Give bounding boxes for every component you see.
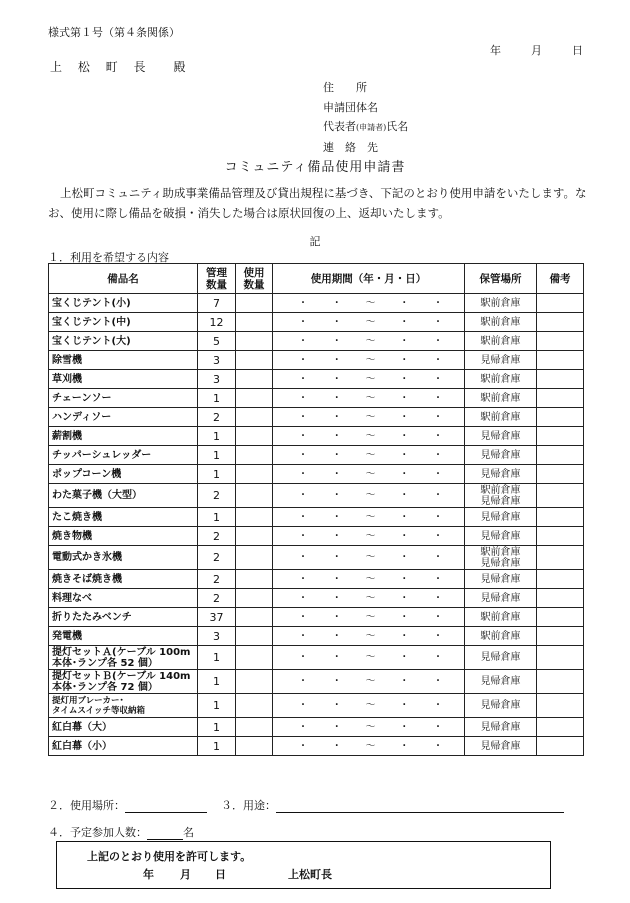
storage-location: 駅前倉庫 (465, 313, 537, 332)
equipment-name: 宝くじテント(小) (49, 294, 198, 313)
used-qty-field[interactable] (236, 718, 273, 737)
table-row (49, 570, 584, 589)
equipment-name: 提灯セットＢ(ケーブル 140m 本体･ランプ各 72 個） (49, 670, 198, 694)
remarks-field[interactable] (537, 484, 584, 508)
used-qty-field[interactable] (236, 294, 273, 313)
storage-location: 駅前倉庫 見帰倉庫 (465, 484, 537, 508)
table-row (49, 313, 584, 332)
used-qty-field[interactable] (236, 527, 273, 546)
remarks-field[interactable] (537, 294, 584, 313)
remarks-field[interactable] (537, 332, 584, 351)
table-row (49, 546, 584, 570)
table-row (49, 608, 584, 627)
applicant-contact: 連 絡 先 (323, 140, 378, 154)
period-field[interactable]: ・ ・ 〜 ・ ・ (273, 589, 465, 608)
managed-qty: 12 (198, 313, 236, 332)
remarks-field[interactable] (537, 508, 584, 527)
storage-location: 駅前倉庫 (465, 389, 537, 408)
period-field[interactable]: ・ ・ 〜 ・ ・ (273, 694, 465, 718)
managed-qty: 3 (198, 370, 236, 389)
table-row (49, 332, 584, 351)
storage-location: 見帰倉庫 (465, 570, 537, 589)
period-field[interactable]: ・ ・ 〜 ・ ・ (273, 427, 465, 446)
managed-qty: 1 (198, 694, 236, 718)
used-qty-field[interactable] (236, 351, 273, 370)
table-row (49, 646, 584, 670)
managed-qty: 5 (198, 332, 236, 351)
remarks-field[interactable] (537, 446, 584, 465)
remarks-field[interactable] (537, 570, 584, 589)
managed-qty: 1 (198, 446, 236, 465)
table-row (49, 427, 584, 446)
permit-text: 上記のとおり使用を許可します。 (87, 850, 252, 863)
remarks-field[interactable] (537, 589, 584, 608)
remarks-field[interactable] (537, 527, 584, 546)
form-number: 様式第１号（第４条関係） (48, 26, 180, 39)
table-row (49, 694, 584, 718)
used-qty-field[interactable] (236, 313, 273, 332)
managed-qty: 2 (198, 589, 236, 608)
used-qty-field[interactable] (236, 570, 273, 589)
applicant-block (323, 78, 408, 157)
remarks-field[interactable] (537, 389, 584, 408)
equipment-name: 宝くじテント(中) (49, 313, 198, 332)
period-field[interactable]: ・ ・ 〜 ・ ・ (273, 351, 465, 370)
remarks-field[interactable] (537, 608, 584, 627)
period-field[interactable]: ・ ・ 〜 ・ ・ (273, 370, 465, 389)
equipment-name: 焼き物機 (49, 527, 198, 546)
equipment-name: 除雪機 (49, 351, 198, 370)
table-row (49, 294, 584, 313)
date-line (490, 42, 583, 58)
managed-qty: 3 (198, 351, 236, 370)
table-row (49, 465, 584, 484)
period-field[interactable]: ・ ・ 〜 ・ ・ (273, 546, 465, 570)
equipment-table (48, 263, 584, 756)
period-field[interactable]: ・ ・ 〜 ・ ・ (273, 718, 465, 737)
table-row (49, 508, 584, 527)
period-field[interactable]: ・ ・ 〜 ・ ・ (273, 465, 465, 484)
period-field[interactable]: ・ ・ 〜 ・ ・ (273, 508, 465, 527)
period-field[interactable]: ・ ・ 〜 ・ ・ (273, 737, 465, 756)
participants-unit: 名 (183, 826, 194, 839)
managed-qty: 2 (198, 484, 236, 508)
table-row (49, 446, 584, 465)
managed-qty: 3 (198, 627, 236, 646)
table-row (49, 737, 584, 756)
managed-qty: 2 (198, 546, 236, 570)
managed-qty: 1 (198, 427, 236, 446)
used-qty-field[interactable] (236, 508, 273, 527)
remarks-field[interactable] (537, 718, 584, 737)
storage-location: 見帰倉庫 (465, 670, 537, 694)
table-row (49, 408, 584, 427)
managed-qty: 2 (198, 527, 236, 546)
managed-qty: 1 (198, 389, 236, 408)
permit-box (56, 841, 551, 889)
period-field[interactable]: ・ ・ 〜 ・ ・ (273, 627, 465, 646)
managed-qty: 1 (198, 465, 236, 484)
managed-qty: 1 (198, 508, 236, 527)
used-qty-field[interactable] (236, 484, 273, 508)
period-field[interactable]: ・ ・ 〜 ・ ・ (273, 670, 465, 694)
date-month: 月 (531, 44, 542, 57)
storage-location: 見帰倉庫 (465, 351, 537, 370)
equipment-name: たこ焼き機 (49, 508, 198, 527)
section2-3-line (48, 797, 564, 813)
purpose-label: ３．用途： (221, 799, 276, 812)
equipment-name: 発電機 (49, 627, 198, 646)
header-name: 備品名 (49, 264, 198, 294)
intro-paragraph: 上松町コミュニティ助成事業備品管理及び貸出規程に基づき、下記のとおり使用申請をいたします。なお、使用に際し備品を破損・消失した場合は原状回復の上、返却いたします。 (48, 186, 587, 220)
managed-qty: 1 (198, 646, 236, 670)
permit-month: 月 (180, 868, 191, 881)
table-row (49, 370, 584, 389)
used-qty-field[interactable] (236, 546, 273, 570)
storage-location: 駅前倉庫 見帰倉庫 (465, 546, 537, 570)
period-field[interactable]: ・ ・ 〜 ・ ・ (273, 527, 465, 546)
managed-qty: 1 (198, 737, 236, 756)
used-qty-field[interactable] (236, 608, 273, 627)
storage-location: 見帰倉庫 (465, 427, 537, 446)
equipment-name: 宝くじテント(大) (49, 332, 198, 351)
header-remarks: 備考 (537, 264, 584, 294)
purpose-field[interactable] (276, 801, 564, 813)
used-qty-field[interactable] (236, 427, 273, 446)
remarks-field[interactable] (537, 694, 584, 718)
remarks-field[interactable] (537, 351, 584, 370)
period-field[interactable]: ・ ・ 〜 ・ ・ (273, 646, 465, 670)
storage-location: 見帰倉庫 (465, 465, 537, 484)
ki-mark: 記 (309, 235, 321, 248)
equipment-name: 提灯用ブレーカー･ タイムスイッチ等収納箱 (49, 694, 198, 718)
equipment-name: 薪割機 (49, 427, 198, 446)
managed-qty: 2 (198, 570, 236, 589)
table-row (49, 589, 584, 608)
managed-qty: 1 (198, 670, 236, 694)
remarks-field[interactable] (537, 465, 584, 484)
date-year: 年 (490, 44, 501, 57)
permit-date-signer (143, 866, 332, 882)
used-qty-field[interactable] (236, 332, 273, 351)
applicant-representative: 代表者(申請者)氏名 (323, 120, 409, 133)
equipment-name: 提灯セットＡ(ケーブル 100m 本体･ランプ各 52 個） (49, 646, 198, 670)
participants-field[interactable] (147, 828, 183, 840)
period-field[interactable]: ・ ・ 〜 ・ ・ (273, 332, 465, 351)
storage-location: 見帰倉庫 (465, 737, 537, 756)
period-field[interactable]: ・ ・ 〜 ・ ・ (273, 484, 465, 508)
remarks-field[interactable] (537, 670, 584, 694)
used-qty-field[interactable] (236, 389, 273, 408)
section1-heading: １．利用を希望する内容 (48, 251, 169, 264)
header-period: 使用期間（年・月・日） (273, 264, 465, 294)
permit-year: 年 (143, 868, 154, 881)
storage-location: 見帰倉庫 (465, 589, 537, 608)
period-field[interactable]: ・ ・ 〜 ・ ・ (273, 608, 465, 627)
used-qty-field[interactable] (236, 370, 273, 389)
equipment-name: わた菓子機（大型） (49, 484, 198, 508)
used-qty-field[interactable] (236, 627, 273, 646)
applicant-address: 住 所 (323, 81, 367, 94)
document-title: コミュニティ備品使用申請書 (224, 160, 406, 175)
equipment-name: 折りたたみベンチ (49, 608, 198, 627)
used-qty-field[interactable] (236, 465, 273, 484)
usage-place-field[interactable] (125, 801, 207, 813)
managed-qty: 37 (198, 608, 236, 627)
addressee-name: 上 松 町 長 (50, 60, 152, 74)
storage-location: 見帰倉庫 (465, 694, 537, 718)
used-qty-field[interactable] (236, 446, 273, 465)
storage-location: 見帰倉庫 (465, 446, 537, 465)
addressee-suffix: 殿 (173, 60, 186, 74)
table-row (49, 670, 584, 694)
table-row (49, 484, 584, 508)
remarks-field[interactable] (537, 427, 584, 446)
managed-qty: 2 (198, 408, 236, 427)
equipment-name: 焼きそば焼き機 (49, 570, 198, 589)
participants-label: ４．予定参加人数： (48, 826, 147, 839)
remarks-field[interactable] (537, 546, 584, 570)
remarks-field[interactable] (537, 737, 584, 756)
storage-location: 駅前倉庫 (465, 408, 537, 427)
managed-qty: 1 (198, 718, 236, 737)
header-location: 保管場所 (465, 264, 537, 294)
used-qty-field[interactable] (236, 694, 273, 718)
header-used-qty: 使用数量 (236, 264, 273, 294)
remarks-field[interactable] (537, 627, 584, 646)
storage-location: 駅前倉庫 (465, 608, 537, 627)
used-qty-field[interactable] (236, 589, 273, 608)
period-field[interactable]: ・ ・ 〜 ・ ・ (273, 408, 465, 427)
storage-location: 見帰倉庫 (465, 718, 537, 737)
managed-qty: 7 (198, 294, 236, 313)
permit-signer: 上松町長 (288, 868, 332, 881)
storage-location: 駅前倉庫 (465, 332, 537, 351)
equipment-name: ポップコーン機 (49, 465, 198, 484)
equipment-name: ハンディソー (49, 408, 198, 427)
storage-location: 駅前倉庫 (465, 294, 537, 313)
used-qty-field[interactable] (236, 408, 273, 427)
permit-day: 日 (215, 868, 226, 881)
remarks-field[interactable] (537, 370, 584, 389)
equipment-name: 草刈機 (49, 370, 198, 389)
storage-location: 駅前倉庫 (465, 370, 537, 389)
period-field[interactable]: ・ ・ 〜 ・ ・ (273, 446, 465, 465)
used-qty-field[interactable] (236, 670, 273, 694)
addressee (50, 58, 185, 75)
applicant-group: 申請団体名 (323, 100, 378, 114)
storage-location: 見帰倉庫 (465, 646, 537, 670)
table-row (49, 527, 584, 546)
header-managed-qty: 管理数量 (198, 264, 236, 294)
storage-location: 駅前倉庫 (465, 627, 537, 646)
equipment-name: 紅白幕（小） (49, 737, 198, 756)
used-qty-field[interactable] (236, 737, 273, 756)
remarks-field[interactable] (537, 408, 584, 427)
table-row (49, 389, 584, 408)
period-field[interactable]: ・ ・ 〜 ・ ・ (273, 389, 465, 408)
usage-place-label: ２．使用場所： (48, 799, 125, 812)
period-field[interactable]: ・ ・ 〜 ・ ・ (273, 313, 465, 332)
remarks-field[interactable] (537, 313, 584, 332)
date-day: 日 (572, 44, 583, 57)
table-row (49, 718, 584, 737)
equipment-name: 料理なべ (49, 589, 198, 608)
period-field[interactable]: ・ ・ 〜 ・ ・ (273, 294, 465, 313)
equipment-name: 電動式かき氷機 (49, 546, 198, 570)
equipment-name: チッパーシュレッダー (49, 446, 198, 465)
table-row (49, 627, 584, 646)
table-row (49, 351, 584, 370)
period-field[interactable]: ・ ・ 〜 ・ ・ (273, 570, 465, 589)
section4-line (48, 824, 194, 840)
storage-location: 見帰倉庫 (465, 527, 537, 546)
equipment-name: 紅白幕（大） (49, 718, 198, 737)
remarks-field[interactable] (537, 646, 584, 670)
storage-location: 見帰倉庫 (465, 508, 537, 527)
equipment-name: チェーンソー (49, 389, 198, 408)
used-qty-field[interactable] (236, 646, 273, 670)
